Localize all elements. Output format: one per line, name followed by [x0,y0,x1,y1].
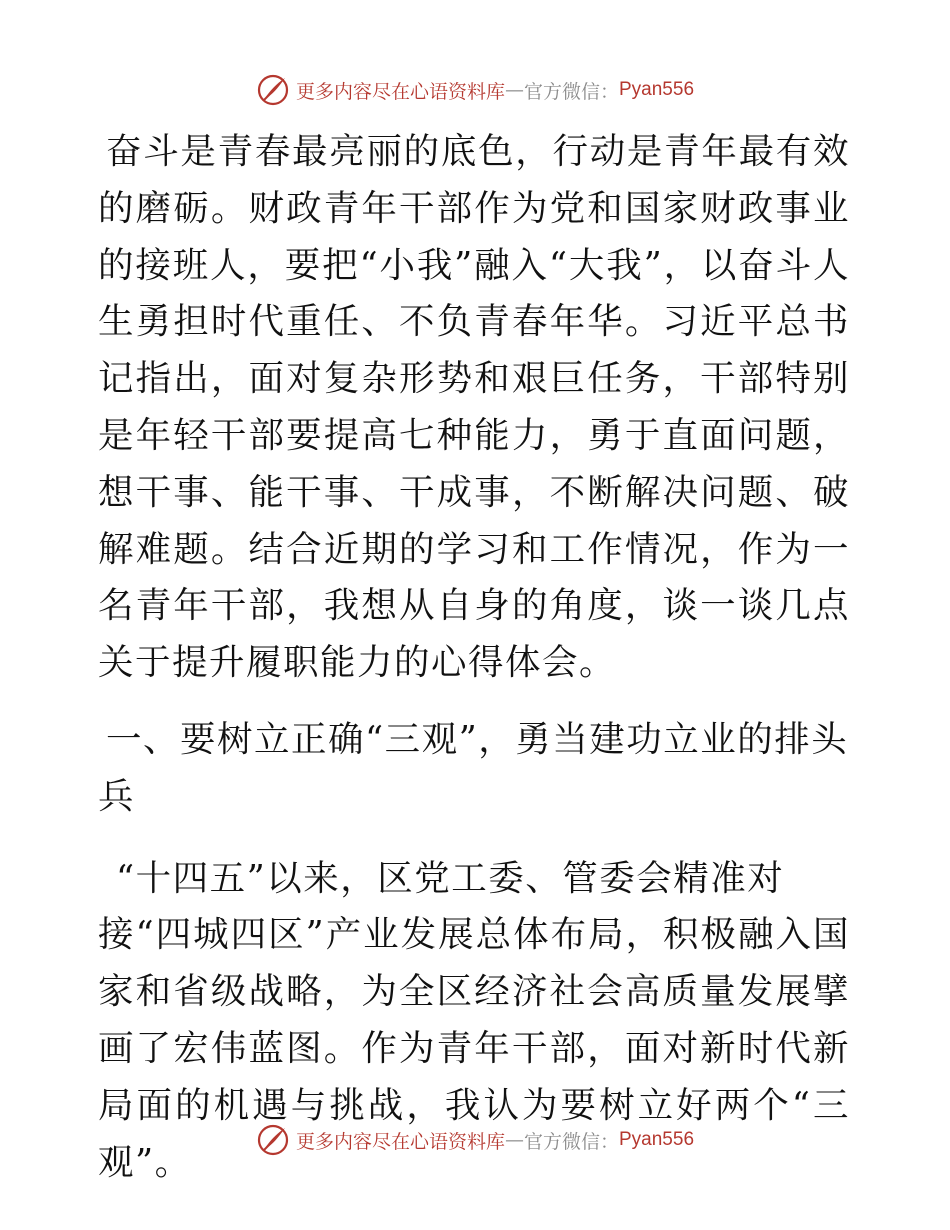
document-body [98,124,850,1191]
paragraph-section-1-body: 接“四城四区”产业发展总体布局，积极融入国家和省级战略，为全区经济社会高质量发展擘画了宏伟蓝图。作为青年干部，面对新时代新局面的机遇与挑战，我认为要树立好两个“三观”。 [98,914,850,1183]
paragraph-section-1-first-line: “十四五”以来，区党工委、管委会精准对 [116,857,785,899]
wechat-id: Pyan556 [619,1129,695,1150]
wechat-label: 官方微信： [523,1130,619,1153]
header-watermark-banner [0,70,950,110]
section-heading-1: 一、要树立正确“三观”，勇当建功立业的排头兵 [98,718,849,817]
wechat-id: Pyan556 [619,79,695,100]
banner-separator: — [504,1129,524,1151]
quill-logo-icon [256,1123,290,1157]
banner-separator: — [504,79,524,101]
wechat-label: 官方微信： [523,80,619,103]
footer-watermark-banner [0,1120,950,1160]
banner-text: 更多内容尽在心语资料库 [295,80,505,103]
paragraph-intro: 奋斗是青春最亮丽的底色，行动是青年最有效的磨砺。财政青年干部作为党和国家财政事业的接班人，要把“小我”融入“大我”，以奋斗人生勇担时代重任、不负青春年华。习近平总书记指出，面对复杂形势和艰巨任务，干部特别是年轻干部要提高七种能力，勇于直面问题，想干事、能干事、干成事，不断解决问题、破解难题。结合近期的学习和工作情况，作为一名青年干部，我想从自身的角度，谈一谈几点关于提升履职能力的心得体会。 [98,131,850,684]
banner-text: 更多内容尽在心语资料库 [295,1130,505,1153]
quill-logo-icon [256,73,290,107]
